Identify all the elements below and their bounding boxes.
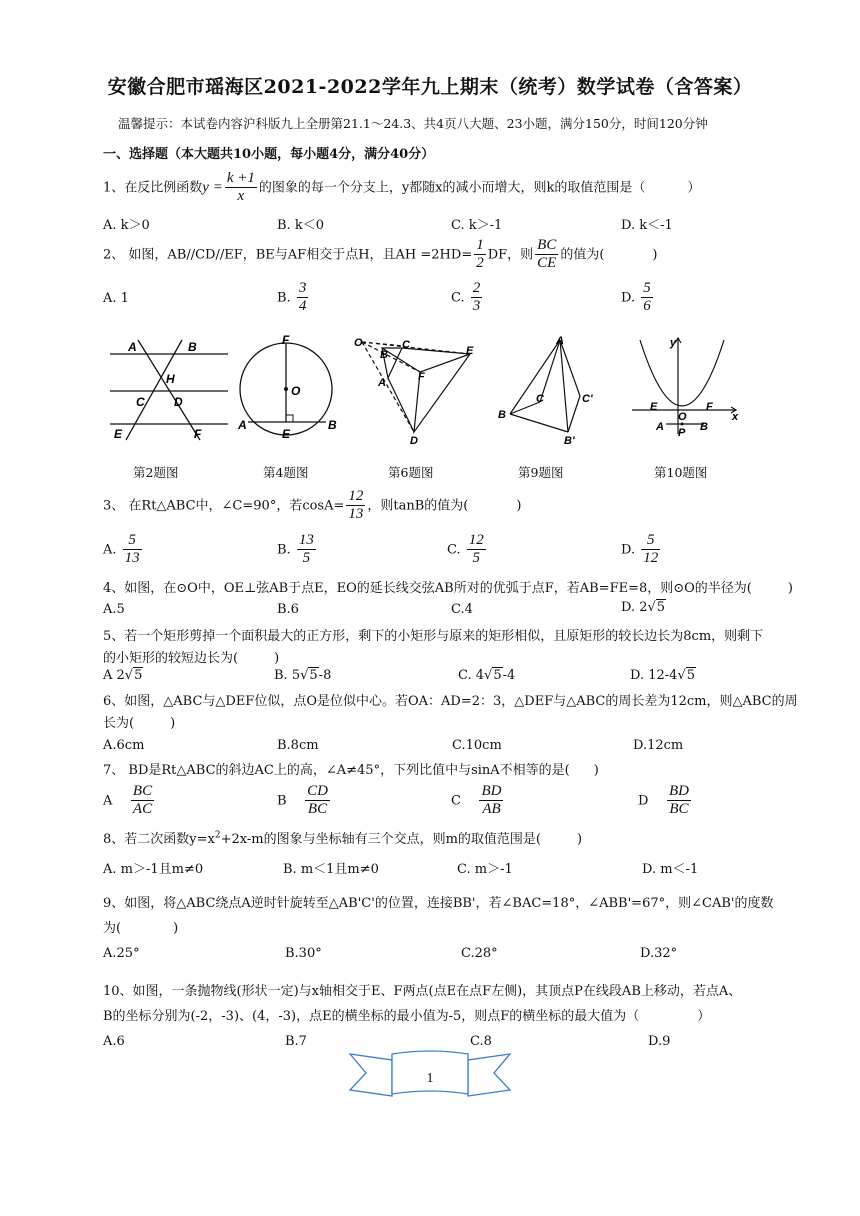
question-9-line2: 为( ) [103, 921, 179, 936]
q10-option-b: B.7 [285, 1034, 307, 1049]
svg-text:F: F [706, 401, 713, 413]
q7-option-c: C $\frac{BD}{AB}$ [451, 783, 502, 818]
q10-option-c: C.8 [470, 1034, 492, 1049]
page-title: 安徽合肥市瑶海区2021-2022学年九上期末（统考）数学试卷（含答案） [107, 76, 753, 98]
svg-text:B: B [188, 340, 197, 354]
q2-option-c: C. $\frac{2}{3}$ [451, 280, 481, 315]
q9-option-a: A.25° [103, 946, 140, 961]
svg-text:F: F [194, 427, 202, 441]
q7-option-d: D $\frac{BD}{BC}$ [638, 783, 689, 818]
q1-option-d: D. k＜-1 [621, 218, 673, 233]
svg-text:O: O [354, 337, 363, 349]
q8-option-a: A. m＞-1且m≠0 [103, 862, 204, 877]
q9-option-c: C.28° [461, 946, 498, 961]
question-3: 3、 在Rt△ABC中，∠C=90°，若cosA= $\frac{12}{13}$ ，则tanB的值为( ) [103, 488, 522, 523]
q5-option-d: D. 12-4√5 [630, 668, 696, 683]
figure-2 [108, 336, 233, 446]
svg-text:C: C [402, 339, 410, 351]
question-10-line1: 10、如图，一条抛物线(形状一定)与x轴相交于E、F两点(点E在点F左侧)，其顶点P在线段AB上移动，若点A、 [103, 984, 742, 999]
svg-text:E: E [114, 427, 123, 441]
question-8: 8、若二次函数$y=x^2+2x-m$的图象与坐标轴有三个交点，则m的取值范围是( ) [103, 830, 583, 847]
q6-option-b: B.8cm [277, 738, 319, 753]
question-5-line1: 5、若一个矩形剪掉一个面积最大的正方形，剩下的小矩形与原来的矩形相似，且原矩形的较长边长为8cm，则剩下 [103, 629, 764, 644]
svg-text:A: A [656, 421, 664, 433]
exam-tip: 温馨提示：本试卷内容沪科版九上全册第21.1～24.3、共4页八大题、23小题，满分150分，时间120分钟 [118, 116, 708, 131]
q1-y: y = [202, 179, 223, 196]
figure-4 [236, 334, 346, 446]
caption-fig4: 第4题图 [263, 465, 309, 480]
q6-option-a: A.6cm [103, 738, 145, 753]
caption-fig10: 第10题图 [654, 465, 708, 480]
svg-text:C: C [536, 393, 544, 405]
question-6-line1: 6、如图，△ABC与△DEF位似，点O是位似中心。若OA：AD=2：3，△DEF与△ABC的周长差为12cm，则△ABC的周 [103, 694, 798, 709]
q1-option-b: B. k＜0 [277, 218, 324, 233]
q2-option-d: D. $\frac{5}{6}$ [621, 280, 651, 315]
q7-option-a: A $\frac{BC}{AC}$ [103, 783, 153, 818]
q2-fraction: $\frac{BC}{CE}$ [537, 237, 557, 272]
q1-fraction: $\frac{k +1}{x}$ [226, 170, 255, 205]
question-4: 4、如图，在⊙O中，OE⊥弦AB于点E，EO的延长线交弦AB所对的优弧于点F，若AB=FE=8，则⊙O的半径为( ) [103, 581, 793, 596]
svg-text:O: O [291, 384, 301, 398]
q2-half: $\frac{1}{2}$ [476, 237, 484, 272]
q10-option-d: D.9 [648, 1034, 671, 1049]
figure-9 [496, 334, 606, 446]
svg-text:B: B [328, 418, 337, 432]
svg-text:y: y [670, 337, 677, 349]
figure-10 [630, 334, 742, 446]
question-9-line1: 9、如图，将△ABC绕点A逆时针旋转至△AB'C'的位置，连接BB'，若∠BAC=18°，∠ABB'=67°，则∠CAB'的度数 [103, 896, 774, 911]
svg-text:H: H [166, 372, 175, 386]
svg-text:A: A [128, 340, 137, 354]
q2-option-b: B. $\frac{3}{4}$ [277, 280, 307, 315]
svg-text:C': C' [582, 393, 593, 405]
svg-text:C: C [136, 395, 145, 409]
svg-text:D: D [174, 395, 183, 409]
q6-option-c: C.10cm [452, 738, 502, 753]
svg-text:F: F [282, 334, 290, 347]
q5-option-c: C. 4√5-4 [458, 668, 516, 683]
question-6-line2: 长为( ) [103, 716, 176, 731]
q7-option-b: B $\frac{CD}{BC}$ [277, 783, 328, 818]
q8-option-b: B. m＜1且m≠0 [283, 862, 379, 877]
q5-option-a: A 2√5 [103, 668, 143, 683]
q9-option-d: D.32° [640, 946, 678, 961]
svg-text:O: O [678, 411, 687, 423]
caption-fig6: 第6题图 [388, 465, 434, 480]
q4-option-c: C.4 [451, 602, 473, 617]
svg-text:D: D [410, 435, 418, 446]
svg-text:E: E [650, 401, 658, 413]
q3-option-b: B. $\frac{13}{5}$ [277, 532, 314, 567]
q4-option-b: B.6 [277, 602, 299, 617]
svg-text:A: A [238, 418, 247, 432]
q5-option-b: B. 5√5-8 [274, 668, 332, 683]
q4-option-a: A.5 [103, 602, 125, 617]
svg-text:E: E [466, 345, 474, 357]
q3-option-a: A. $\frac{5}{13}$ [103, 532, 140, 567]
q1-option-a: A. k＞0 [103, 218, 150, 233]
q10-option-a: A.6 [103, 1034, 125, 1049]
svg-text:x: x [732, 411, 739, 423]
svg-text:F: F [418, 371, 425, 383]
q8-option-d: D. m＜-1 [642, 862, 699, 877]
question-2: 2、 如图，AB//CD//EF，BE与AF相交于点H，且AH =2HD= $\frac{1}{2}$ DF，则 $\frac{BC}{CE}$ 的值为( ) [103, 237, 658, 272]
svg-text:A: A [378, 377, 386, 389]
q4-option-d: D. 2√5 [621, 600, 666, 615]
svg-text:B': B' [564, 435, 575, 446]
q3-option-c: C. $\frac{12}{5}$ [447, 532, 484, 567]
section-heading: 一、选择题（本大题共10小题，每小题4分，满分40分） [103, 147, 435, 162]
caption-fig2: 第2题图 [133, 465, 179, 480]
svg-text:B: B [380, 349, 388, 361]
page-number: 1 [426, 1071, 434, 1086]
question-1: 1、在反比例函数y = $\frac{k +1}{x}$ 的图象的每一个分支上，y都随x的减小而增大，则k的取值范围是（ ） [103, 170, 701, 205]
svg-text:P: P [678, 427, 686, 439]
question-10-line2: B的坐标分别为(-2，-3)、(4，-3)，点E的横坐标的最小值为-5，则点F的横坐标的最大值为（ ） [103, 1009, 711, 1024]
q1-option-c: C. k＞-1 [451, 218, 503, 233]
q6-option-d: D.12cm [633, 738, 684, 753]
question-5-line2: 的小矩形的较短边长为( ) [103, 651, 280, 666]
svg-text:E: E [282, 427, 291, 441]
q2-option-a: A. 1 [103, 291, 129, 306]
q8-option-c: C. m＞-1 [457, 862, 513, 877]
caption-fig9: 第9题图 [518, 465, 564, 480]
figure-6 [352, 334, 480, 446]
q9-option-b: B.30° [285, 946, 322, 961]
q3-option-d: D. $\frac{5}{12}$ [621, 532, 659, 567]
svg-text:B: B [700, 421, 708, 433]
svg-text:A: A [556, 335, 564, 347]
svg-text:B: B [498, 409, 506, 421]
question-7: 7、 BD是Rt△ABC的斜边AC上的高，∠A≠45°，下列比值中与sinA不相等的是( ) [103, 763, 599, 778]
